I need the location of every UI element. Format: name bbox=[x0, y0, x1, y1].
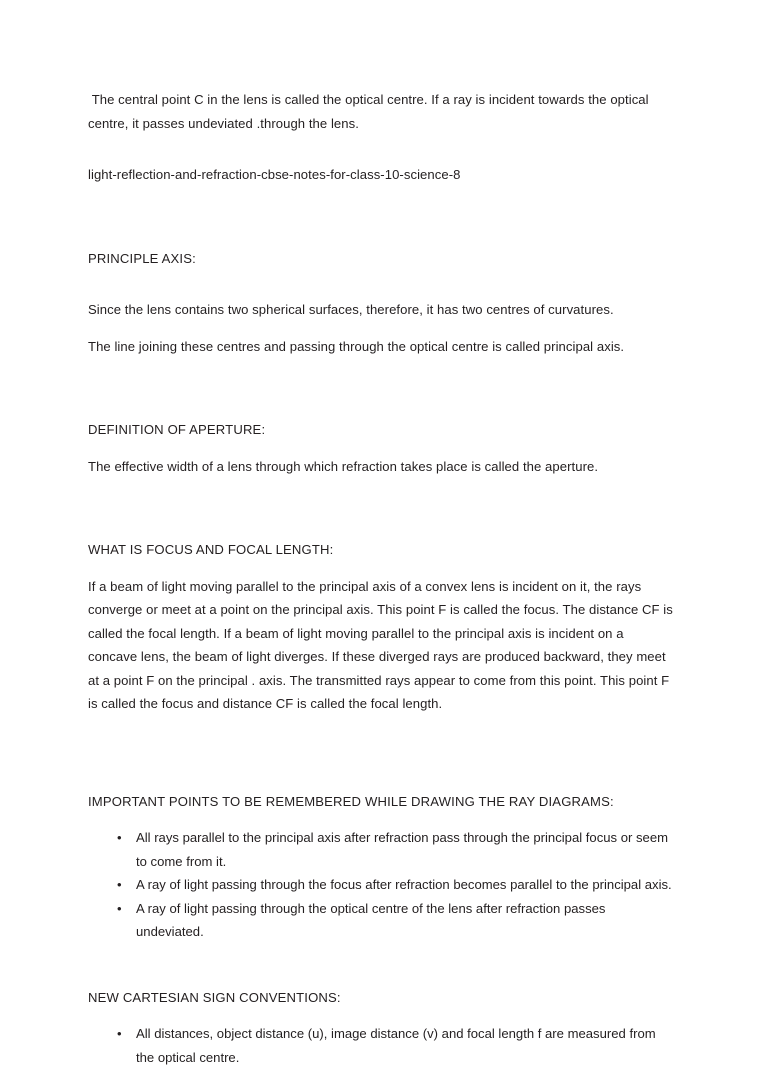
spacer bbox=[88, 322, 675, 335]
list-item bbox=[88, 1022, 675, 1069]
spacer bbox=[88, 358, 675, 418]
section-heading-principle-axis: PRINCIPLE AXIS: bbox=[88, 250, 196, 266]
list-item-text: All distances, object distance (u), image distance (v) and focal length f are measured from the optical centre. bbox=[136, 1026, 656, 1065]
source-slug-text: light-reflection-and-refraction-cbse-notes-for-class-10-science-8 bbox=[88, 167, 461, 182]
bullet-icon: • bbox=[117, 1026, 122, 1041]
bullet-icon: • bbox=[117, 830, 122, 845]
spacer bbox=[88, 813, 675, 826]
spacer bbox=[88, 1009, 675, 1022]
spacer bbox=[88, 187, 675, 247]
section-heading-important-points: IMPORTANT POINTS TO BE REMEMBERED WHILE DRAWING THE RAY DIAGRAMS: bbox=[88, 793, 614, 809]
bullet-icon: • bbox=[117, 900, 122, 916]
important-points-list bbox=[88, 826, 675, 944]
list-item bbox=[88, 873, 675, 897]
spacer bbox=[88, 135, 675, 163]
aperture-paragraph: The effective width of a lens through which refraction takes place is called the aperture. bbox=[88, 458, 599, 474]
section-heading-definition-of-aperture: DEFINITION OF APERTURE: bbox=[88, 422, 266, 437]
list-item-text: A ray of light passing through the optical centre of the lens after refraction passes undeviated. bbox=[136, 900, 606, 939]
list-item bbox=[88, 826, 675, 873]
spacer bbox=[88, 944, 675, 986]
principle-axis-paragraph-2: The line joining these centres and passing through the optical centre is called principal axis. bbox=[88, 338, 625, 354]
section-heading-cartesian-sign-conventions: NEW CARTESIAN SIGN CONVENTIONS: bbox=[88, 989, 341, 1005]
document-body bbox=[88, 88, 675, 1069]
focus-focal-length-paragraph: If a beam of light moving parallel to the principal axis of a convex lens is incident on it, the rays converge or meet at a point on the principal axis. This point F is called the focus. The distance CF is called the focal length. If a beam of light moving parallel to the principal axis is incident on a concave lens, the beam of light diverges. If these diverged rays are produced backward, they meet at a point F on the principal . axis. The transmitted rays appear to come from this point. This point F is called the focus and distance CF is called the focal length. bbox=[88, 578, 677, 711]
bullet-icon: • bbox=[117, 877, 122, 892]
list-item-text: All rays parallel to the principal axis after refraction pass through the principal focus or seem to come from it. bbox=[136, 830, 669, 869]
section-heading-focus-and-focal-length: WHAT IS FOCUS AND FOCAL LENGTH: bbox=[88, 542, 334, 557]
spacer bbox=[88, 442, 675, 455]
list-item-text: A ray of light passing through the focus after refraction becomes parallel to the principal axis. bbox=[136, 877, 672, 892]
spacer bbox=[88, 270, 675, 298]
spacer bbox=[88, 478, 675, 538]
spacer bbox=[88, 716, 675, 790]
principle-axis-paragraph-1: Since the lens contains two spherical surfaces, therefore, it has two centres of curvatures. bbox=[88, 302, 614, 317]
intro-paragraph: The central point C in the lens is called the optical centre. If a ray is incident towards the optical centre, it passes undeviated .through the lens. bbox=[88, 92, 653, 131]
spacer bbox=[88, 562, 675, 575]
list-item bbox=[88, 897, 675, 944]
sign-conventions-list bbox=[88, 1022, 675, 1069]
